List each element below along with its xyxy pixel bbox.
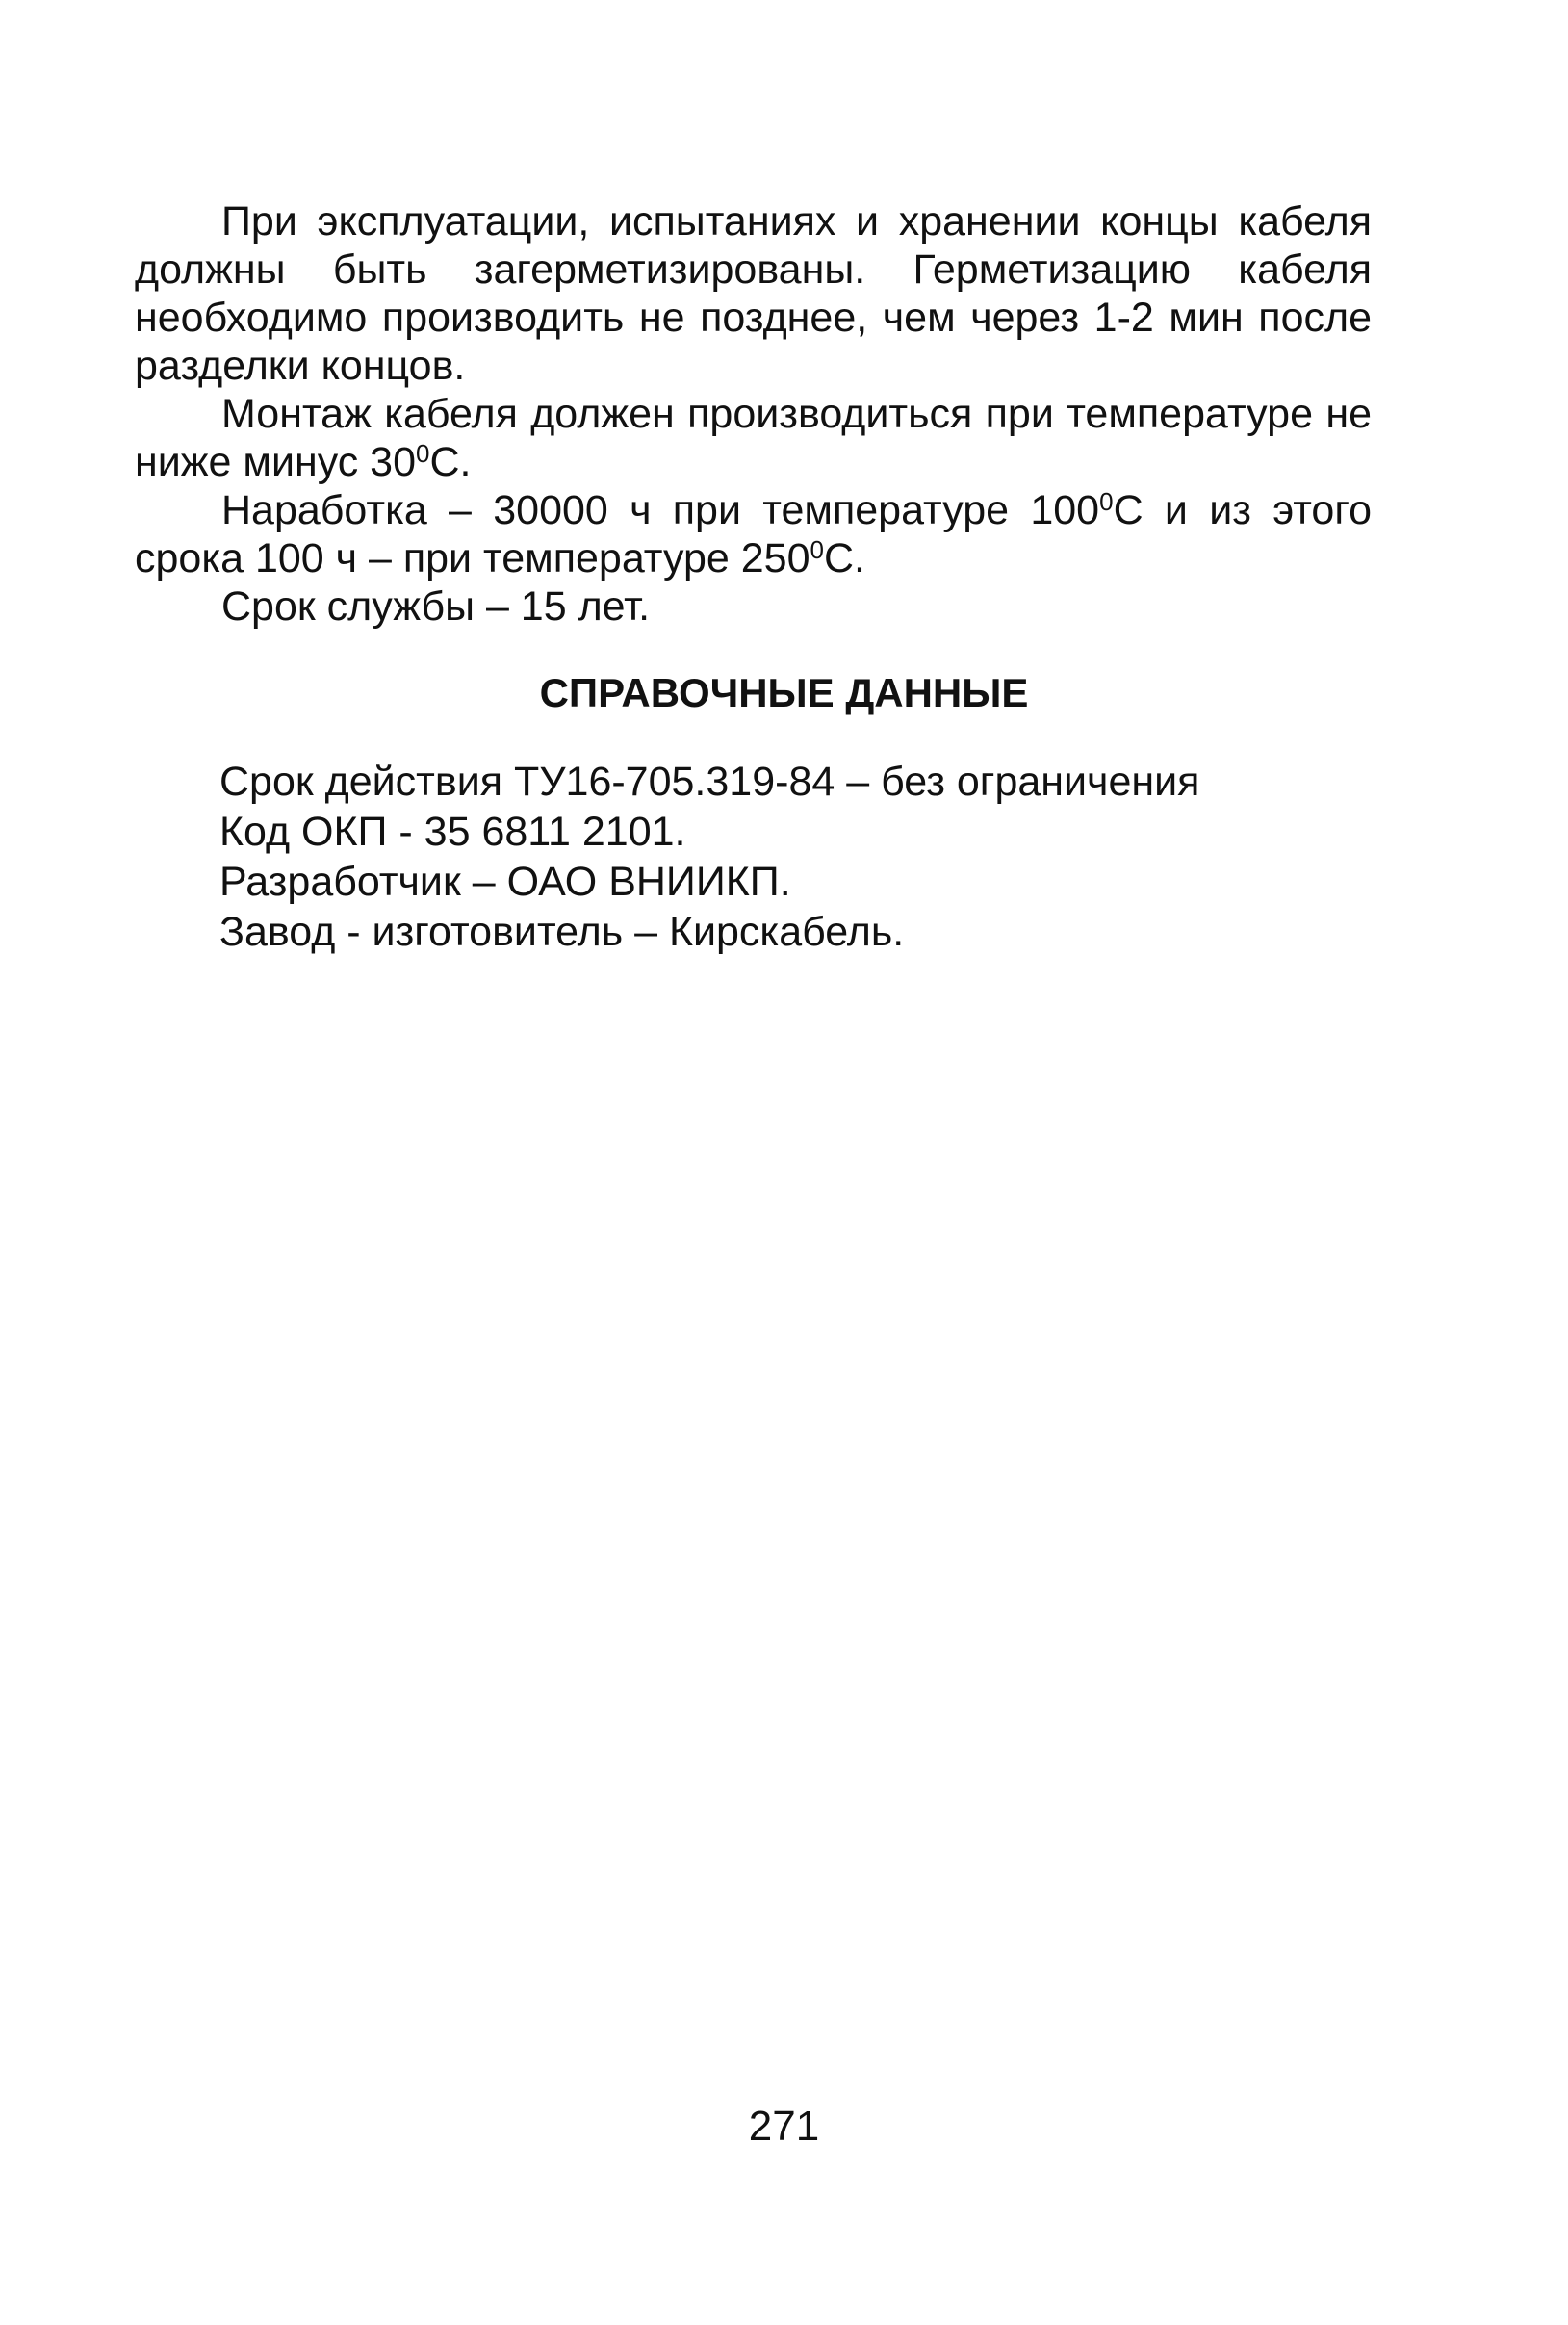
text-fragment: Наработка – 30000 ч при температуре 100 (221, 487, 1100, 533)
paragraph-service-life (135, 582, 1372, 631)
reference-line: Завод - изготовитель – Кирскабель. (219, 909, 905, 955)
reference-line: Разработчик – ОАО ВНИИКП. (219, 859, 791, 905)
text-line: необходимо производить не позднее, чем через 1-2 мин после (135, 295, 1372, 341)
text-line (135, 486, 1372, 534)
text-line: При эксплуатации, испытаниях и хранении концы кабеля (221, 198, 1372, 245)
body-text (135, 197, 1372, 631)
degree-superscript: 0 (416, 439, 430, 468)
text-line (135, 438, 1372, 486)
text-line: Срок службы – 15 лет. (221, 583, 651, 630)
text-fragment: ниже минус 30 (135, 439, 417, 485)
paragraph-installation (135, 390, 1372, 486)
text-fragment: С и из этого (1113, 487, 1372, 533)
page-number: 271 (748, 2103, 820, 2150)
degree-superscript: 0 (810, 535, 824, 564)
paragraph-sealing (135, 197, 1372, 390)
text-fragment: С. (823, 535, 865, 581)
degree-superscript: 0 (1099, 487, 1114, 516)
paragraph-operating-time (135, 486, 1372, 582)
text-line: Монтаж кабеля должен производиться при температуре не (221, 391, 1372, 437)
reference-line: Срок действия ТУ16-705.319-84 – без ограничения (219, 759, 1200, 805)
text-fragment: срока 100 ч – при температуре 250 (135, 535, 810, 581)
text-line (135, 534, 1372, 582)
text-line: должны быть загерметизированы. Герметизацию кабеля (135, 246, 1372, 293)
text-line: разделки концов. (135, 343, 466, 389)
section-heading: СПРАВОЧНЫЕ ДАННЫЕ (539, 670, 1029, 715)
reference-data (219, 757, 1199, 957)
text-fragment: С. (429, 439, 472, 485)
reference-line: Код ОКП - 35 6811 2101. (219, 809, 686, 855)
